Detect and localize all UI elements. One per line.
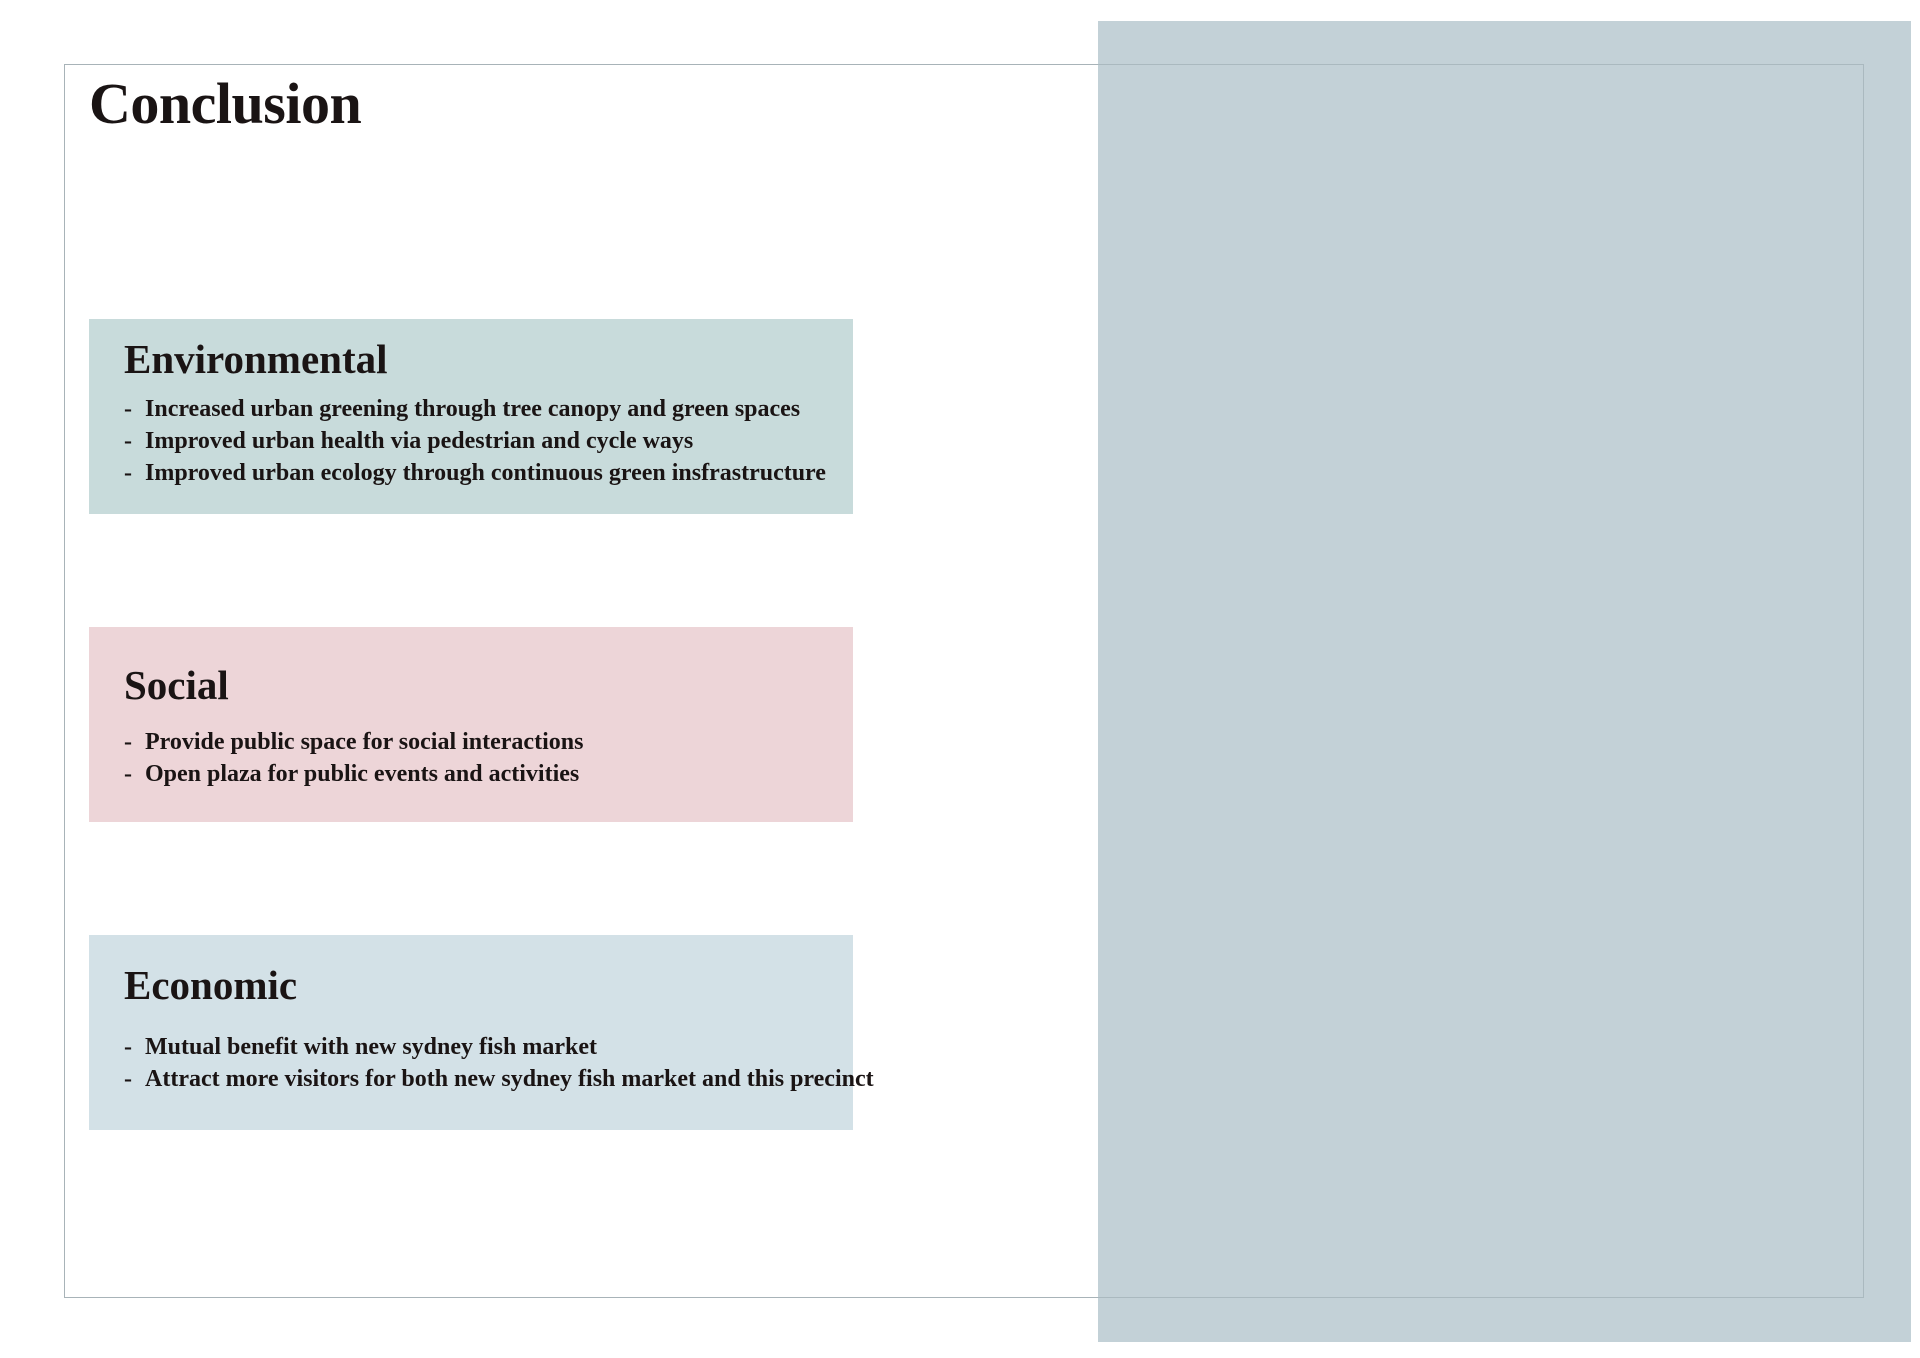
bullet-dash: - [124,729,132,755]
list-item-text: Open plaza for public events and activities [145,761,580,787]
social-list [124,726,583,790]
page-title: Conclusion [89,71,362,136]
list-item-text: Improved urban health via pedestrian and cycle ways [145,428,694,454]
list-item [124,1031,874,1063]
economic-list [124,1031,874,1095]
environmental-list [124,393,826,489]
list-item-text: Improved urban ecology through continuous green insfrastructure [145,460,826,486]
economic-card [89,935,874,1130]
list-item [124,758,583,790]
bullet-dash: - [124,761,132,787]
list-item-text: Mutual benefit with new sydney fish market [145,1034,598,1060]
list-item [124,1063,874,1095]
list-item [124,425,826,457]
bullet-dash: - [124,460,132,486]
environmental-card [89,319,853,514]
list-item [124,457,826,489]
list-item-text: Provide public space for social interactions [145,729,584,755]
bullet-dash: - [124,1034,132,1060]
side-panel [1098,21,1911,1342]
bullet-dash: - [124,1066,132,1092]
social-heading: Social [124,662,229,708]
economic-heading: Economic [124,962,298,1008]
environmental-heading: Environmental [124,336,388,382]
social-card [89,627,853,822]
bullet-dash: - [124,396,132,422]
bullet-dash: - [124,428,132,454]
list-item [124,726,583,758]
list-item [124,393,826,425]
list-item-text: Attract more visitors for both new sydney fish market and this precinct [145,1066,874,1092]
list-item-text: Increased urban greening through tree canopy and green spaces [145,396,801,422]
